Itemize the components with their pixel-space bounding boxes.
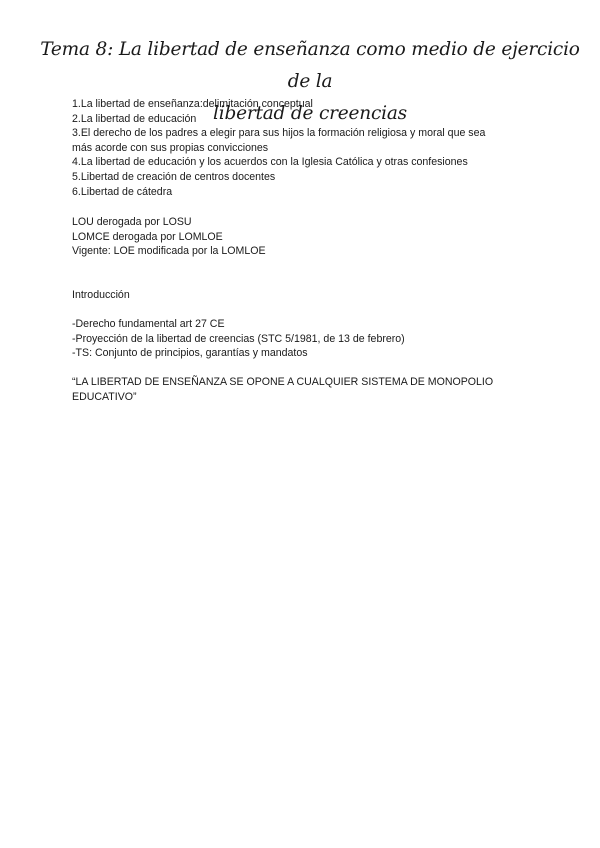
title-line-2: libertad de creencias (213, 103, 407, 124)
toc-item: 1.La libertad de enseñanza:delimitación conceptual (72, 98, 313, 110)
toc-item: 5.Libertad de creación de centros docentes (72, 170, 276, 183)
law-item: LOU derogada por LOSU (72, 216, 192, 228)
table-of-contents (72, 97, 542, 199)
list-item: -Derecho fundamental art 27 CE (72, 318, 225, 330)
toc-item: 3.El derecho de los padres a elegir para sus hijos la formación religiosa y moral que sea (72, 127, 486, 140)
intro-points (72, 317, 542, 361)
title-line-1: Tema 8: La libertad de enseñanza como medio de ejercicio de la (40, 39, 580, 92)
toc-item: 6.Libertad de cátedra (72, 185, 173, 198)
section-heading: Introducción (72, 289, 130, 301)
quote-block (72, 375, 542, 404)
quote-line-1: “LA LIBERTAD DE ENSEÑANZA SE OPONE A CUALQUIER SISTEMA DE MONOPOLIO (72, 376, 494, 388)
toc-item-continuation: más acorde con sus propias convicciones (72, 141, 269, 154)
toc-item: 4.La libertad de educación y los acuerdos con la Iglesia Católica y otras confesiones (72, 156, 468, 169)
list-item: -TS: Conjunto de principios, garantías y mandatos (72, 347, 308, 360)
quote-line-2: EDUCATIVO” (72, 390, 137, 403)
law-item: Vigente: LOE modificada por la LOMLOE (72, 245, 266, 258)
toc-item: 2.La libertad de educación (72, 112, 197, 125)
list-item: -Proyección de la libertad de creencias (STC 5/1981, de 13 de febrero) (72, 332, 405, 345)
laws-list (72, 215, 542, 259)
law-item: LOMCE derogada por LOMLOE (72, 230, 223, 243)
